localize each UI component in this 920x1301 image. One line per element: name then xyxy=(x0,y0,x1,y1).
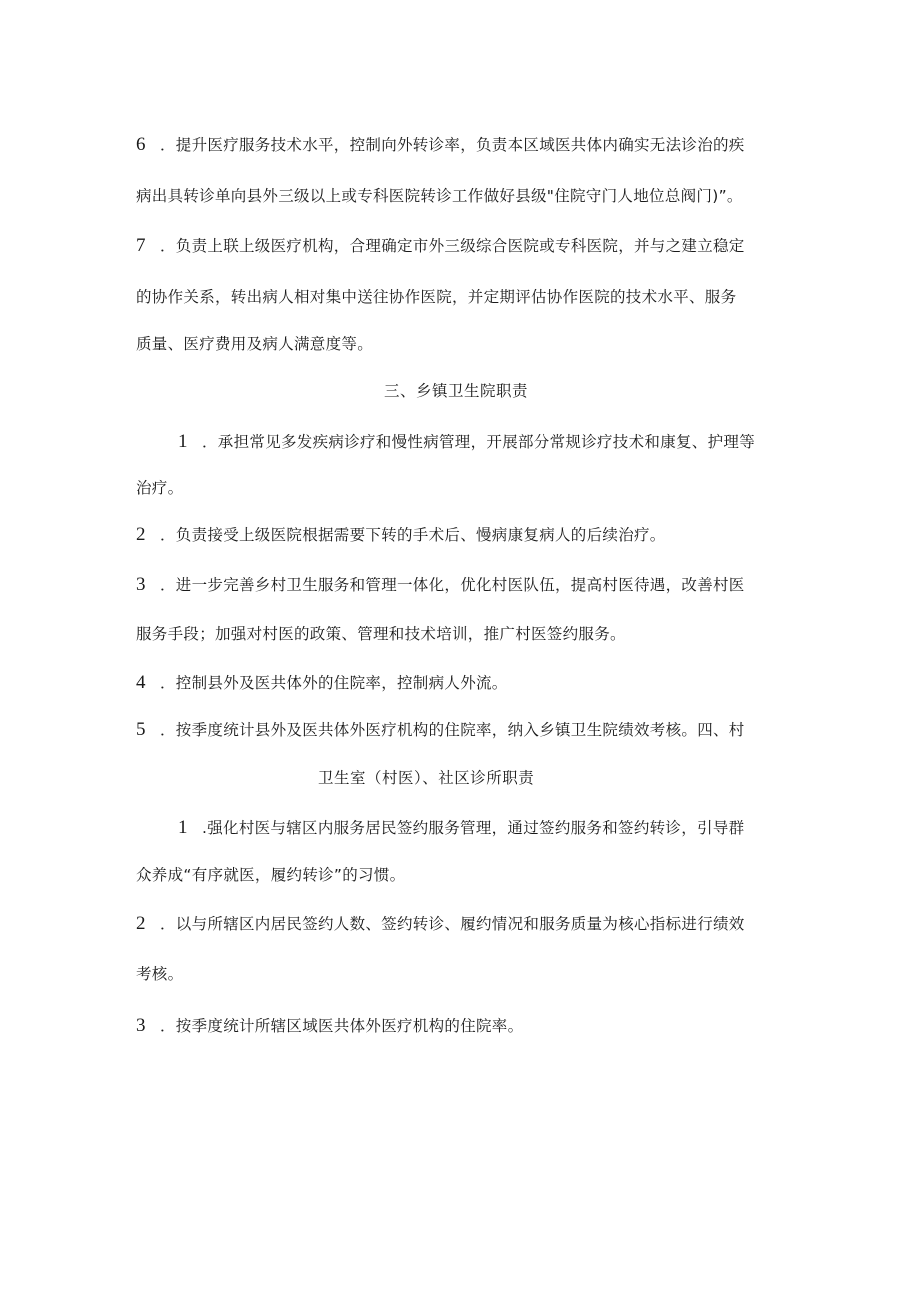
s4-item-3-line-1 xyxy=(136,1016,523,1036)
item-number: 6 xyxy=(136,134,146,155)
s3-item-3-line-1 xyxy=(136,575,745,595)
item-number: 2 xyxy=(136,524,146,545)
section-3-heading: 三、乡镇卫生院职责 xyxy=(384,382,529,400)
item-text: .强化村医与辖区内服务居民签约服务管理，通过签约服务和签约转诊，引导群 xyxy=(202,819,745,837)
item-text: ．提升医疗服务技术水平，控制向外转诊率，负责本区域医共体内确实无法诊治的疾 xyxy=(160,136,745,154)
item-text: ．控制县外及医共体外的住院率，控制病人外流。 xyxy=(160,674,508,692)
item-text: ．进一步完善乡村卫生服务和管理一体化，优化村医队伍，提高村医待遇，改善村医 xyxy=(160,576,745,594)
s3-item-1-line-1 xyxy=(178,432,755,452)
s4-item-2-line-2: 考核。 xyxy=(136,965,184,983)
s4-item-1-line-2: 众养成“有序就医，履约转诊”的习惯。 xyxy=(136,866,406,884)
item-number: 4 xyxy=(136,672,146,693)
s4-item-2-line-1 xyxy=(136,914,745,934)
s3-item-1-line-2: 治疗。 xyxy=(136,479,184,497)
item-text: ．负责上联上级医疗机构，合理确定市外三级综合医院或专科医院，并与之建立稳定 xyxy=(160,237,745,255)
s4-item-1-line-1 xyxy=(178,818,744,838)
item-text: ．负责接受上级医院根据需要下转的手术后、慢病康复病人的后续治疗。 xyxy=(160,526,666,544)
item-number: 3 xyxy=(136,1015,146,1036)
item-number: 7 xyxy=(136,235,146,256)
item-7-line-2: 的协作关系，转出病人相对集中送往协作医院，并定期评估协作医院的技术水平、服务 xyxy=(136,288,737,306)
item-text: ．按季度统计所辖区域医共体外医疗机构的住院率。 xyxy=(160,1017,524,1035)
item-number: 1 xyxy=(178,431,188,452)
item-text: ．承担常见多发疾病诊疗和慢性病管理，开展部分常规诊疗技术和康复、护理等 xyxy=(202,433,756,451)
item-6-line-1 xyxy=(136,135,745,155)
item-7-line-3: 质量、医疗费用及病人满意度等。 xyxy=(136,335,374,353)
s3-item-4-line-1 xyxy=(136,673,508,693)
item-7-line-1 xyxy=(136,236,745,256)
item-number: 3 xyxy=(136,574,146,595)
item-number: 1 xyxy=(178,817,188,838)
s3-item-5-line-1 xyxy=(136,720,745,740)
item-text: ．以与所辖区内居民签约人数、签约转诊、履约情况和服务质量为核心指标进行绩效 xyxy=(160,915,745,933)
item-text: ．按季度统计县外及医共体外医疗机构的住院率，纳入乡镇卫生院绩效考核。四、村 xyxy=(160,721,745,739)
s3-item-2-line-1 xyxy=(136,525,666,545)
item-number: 2 xyxy=(136,913,146,934)
section-4-heading: 卫生室（村医）、社区诊所职责 xyxy=(318,769,535,787)
item-number: 5 xyxy=(136,719,146,740)
item-6-line-2: 病出具转诊单向县外三级以上或专科医院转诊工作做好县级"住院守门人地位总阀门)”。 xyxy=(136,187,743,205)
s3-item-3-line-2: 服务手段；加强对村医的政策、管理和技术培训，推广村医签约服务。 xyxy=(136,625,626,643)
